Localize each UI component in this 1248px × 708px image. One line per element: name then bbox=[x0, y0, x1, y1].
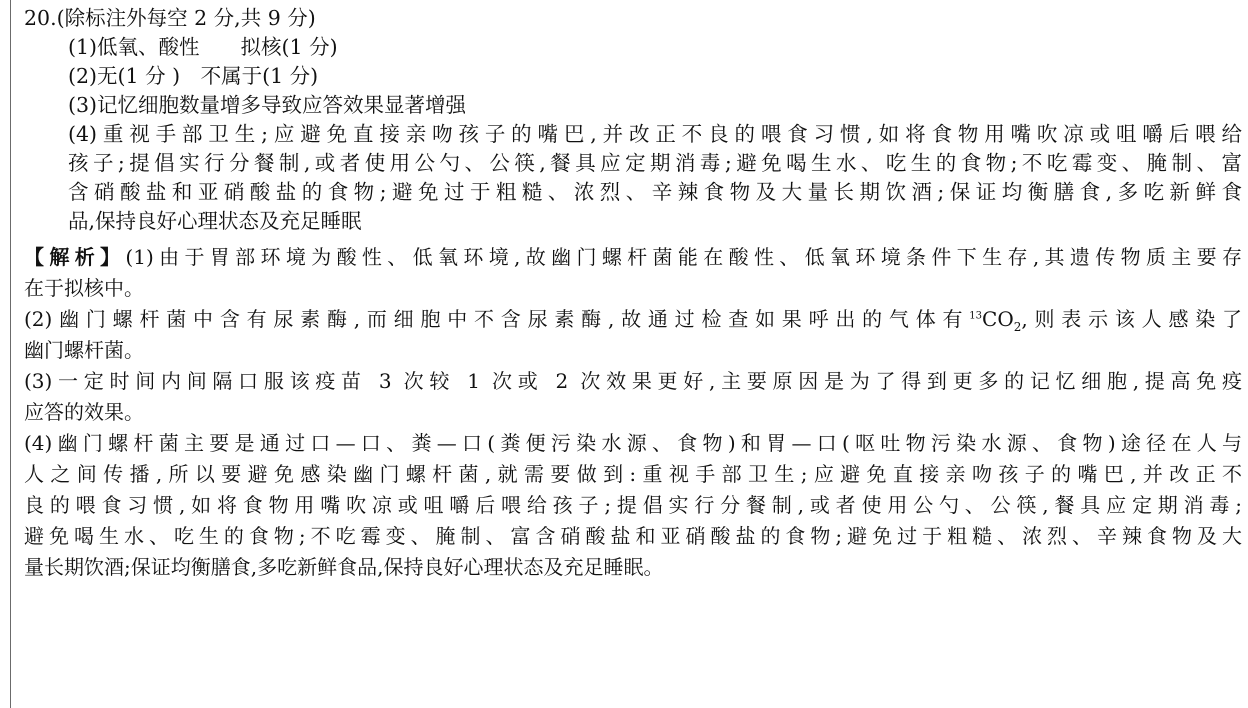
answer-4-line-3: 含硝酸盐和亚硝酸盐的食物;避免过于粗糙、浓烈、辛辣食物及大量长期饮酒;保证均衡膳食,多吃新鲜食 bbox=[68, 180, 1242, 204]
analysis-p2-line-2: 幽门螺杆菌。 bbox=[24, 338, 144, 362]
analysis-p4-line-3: 良的喂食习惯,如将食物用嘴吹凉或咀嚼后喂给孩子;提倡实行分餐制,或者使用公勺、公筷,餐具应定期消毒; bbox=[24, 493, 1242, 517]
analysis-p1-line-2: 在于拟核中。 bbox=[24, 276, 144, 300]
answer-2: (2)无(1 分 ) 不属于(1 分) bbox=[68, 64, 319, 88]
analysis-p2-text-b: ,则表示该人感染了 bbox=[1021, 307, 1242, 331]
answer-4-line-1: (4)重视手部卫生;应避免直接亲吻孩子的嘴巴,并改正不良的喂食习惯,如将食物用嘴吹凉或咀嚼后喂给 bbox=[68, 122, 1242, 146]
answer-4-line-2: 孩子;提倡实行分餐制,或者使用公勺、公筷,餐具应定期消毒;避免喝生水、吃生的食物;不吃霉变、腌制、富 bbox=[68, 151, 1242, 175]
analysis-p1-text: (1)由于胃部环境为酸性、低氧环境,故幽门螺杆菌能在酸性、低氧环境条件下生存,其遗传物质主要存 bbox=[125, 245, 1242, 269]
question-header: 20.(除标注外每空 2 分,共 9 分) bbox=[24, 6, 316, 30]
analysis-p4-line-4: 避免喝生水、吃生的食物;不吃霉变、腌制、富含硝酸盐和亚硝酸盐的食物;避免过于粗糙、浓烈、辛辣食物及大 bbox=[24, 524, 1242, 548]
analysis-p3-line-1: (3)一定时间内间隔口服该疫苗 3 次较 1 次或 2 次效果更好,主要原因是为了得到更多的记忆细胞,提高免疫 bbox=[24, 369, 1242, 393]
answer-3: (3)记忆细胞数量增多导致应答效果显著增强 bbox=[68, 93, 467, 117]
analysis-section bbox=[24, 242, 1242, 583]
analysis-p1-line-1 bbox=[24, 242, 1242, 273]
page-margin-rule bbox=[10, 0, 11, 708]
analysis-p2-line-1 bbox=[24, 304, 1242, 335]
analysis-p4-line-5: 量长期饮酒;保证均衡膳食,多吃新鲜食品,保持良好心理状态及充足睡眠。 bbox=[24, 555, 664, 579]
answer-1: (1)低氧、酸性 拟核(1 分) bbox=[68, 35, 338, 59]
analysis-p3-line-2: 应答的效果。 bbox=[24, 400, 144, 424]
co2-formula: CO bbox=[982, 307, 1014, 331]
answer-4-line-4: 品,保持良好心理状态及充足睡眠 bbox=[68, 209, 362, 233]
analysis-p4-line-1: (4)幽门螺杆菌主要是通过口—口、粪—口(粪便污染水源、食物)和胃—口(呕吐物污染水源、食物)途径在人与 bbox=[24, 431, 1242, 455]
co2-subscript: 2 bbox=[1013, 320, 1022, 334]
isotope-superscript: 13 bbox=[969, 310, 983, 322]
analysis-p4-line-2: 人之间传播,所以要避免感染幽门螺杆菌,就需要做到:重视手部卫生;应避免直接亲吻孩子的嘴巴,并改正不 bbox=[24, 462, 1242, 486]
answer-document bbox=[24, 4, 1242, 583]
answer-key bbox=[24, 4, 1242, 236]
analysis-tag: 【解析】 bbox=[24, 245, 126, 269]
analysis-p2-text-a: (2)幽门螺杆菌中含有尿素酶,而细胞中不含尿素酶,故通过检查如果呼出的气体有 bbox=[24, 307, 970, 331]
